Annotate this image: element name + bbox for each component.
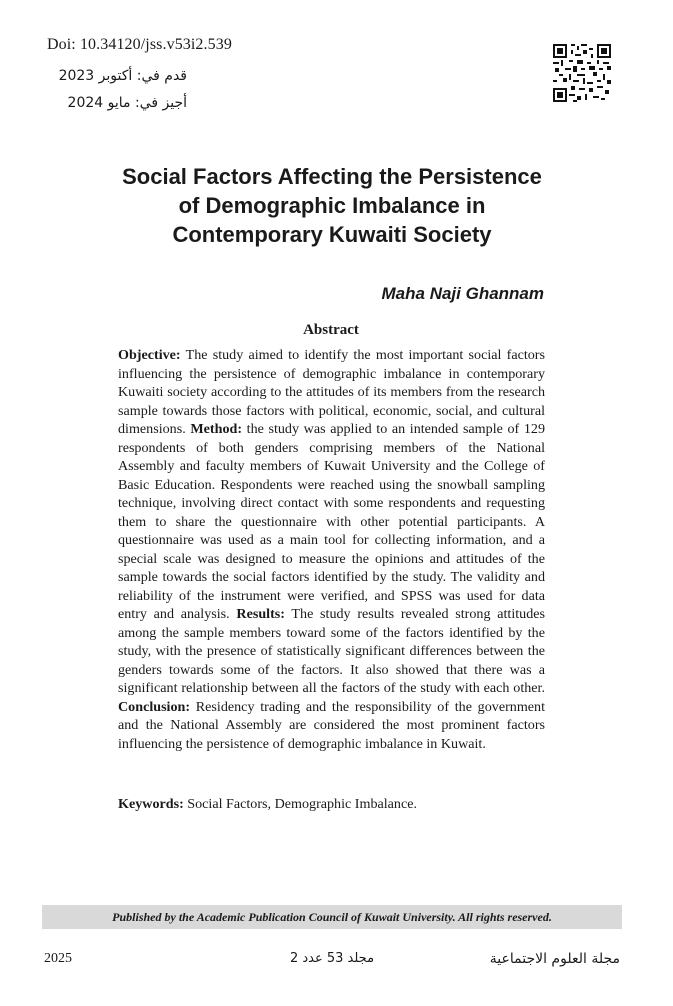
footer-volume-issue: مجلد 53 عدد 2 — [289, 951, 375, 966]
objective-label: Objective: — [118, 347, 181, 363]
accepted-date: أجيز في: مايو 2024 — [67, 95, 187, 111]
doi: Doi: 10.34120/jss.v53i2.539 — [47, 36, 232, 53]
conclusion-label: Conclusion: — [118, 698, 191, 715]
objective-text: The study aimed to identify the most important social factors influencing the persistence of demographic imbalance in contemporary Kuwaiti society according to the attitudes of its members from the research sample towards those factors with political, economic, social, and cultural dimensions. — [118, 347, 545, 437]
abstract-body — [118, 346, 545, 753]
keywords-label: Keywords: — [118, 796, 184, 812]
title-line: Contemporary Kuwaiti Society — [172, 222, 492, 247]
keywords-text: Social Factors, Demographic Imbalance. — [183, 796, 418, 812]
submitted-date: قدم في: أكتوبر 2023 — [58, 68, 187, 84]
abstract-heading: Abstract — [303, 322, 359, 338]
title-line: of Demographic Imbalance in — [178, 193, 486, 218]
author-name: Maha Naji Ghannam — [381, 284, 544, 303]
title-line: Social Factors Affecting the Persistence — [122, 164, 542, 189]
method-label: Method: — [190, 421, 243, 437]
conclusion-text: Residency trading and the responsibility of the government and the National Assembly are considered the most prominent factors influencing the persistence of demographic imbalance in Kuwait. — [118, 698, 545, 752]
qr-code-icon — [553, 44, 611, 102]
footer-journal-name: مجلة العلوم الاجتماعية — [489, 951, 620, 967]
results-text: The study results revealed strong attitudes among the sample members toward some of the factors identified by the study, with the presence of statistically significant differences between the genders towards some of the factors. It also showed that there was a significant relationship between all the factors of the study with each other. — [118, 606, 545, 696]
publisher-notice: Published by the Academic Publication Council of Kuwait University. All rights reserved. — [42, 905, 622, 929]
article-title — [60, 162, 604, 249]
results-label: Results: — [236, 606, 285, 622]
footer-year: 2025 — [44, 951, 72, 966]
keywords — [118, 795, 545, 814]
method-text: the study was applied to an intended sample of 129 respondents of both genders comprising members of the National Assembly and faculty members of Kuwait University and the College of Basic Education. Respondents were reached using the snowball sampling technique, involving direct contact with some respondents and requesting them to share the questionnaire with other potential participants. A questionnaire was used as a main tool for collecting information, and a special scale was designed to measure the opinions and attitudes of the sample towards the social factors identified by the study. The validity and reliability of the instrument were verified, and SPSS was used for data entry and analysis. — [118, 421, 545, 622]
